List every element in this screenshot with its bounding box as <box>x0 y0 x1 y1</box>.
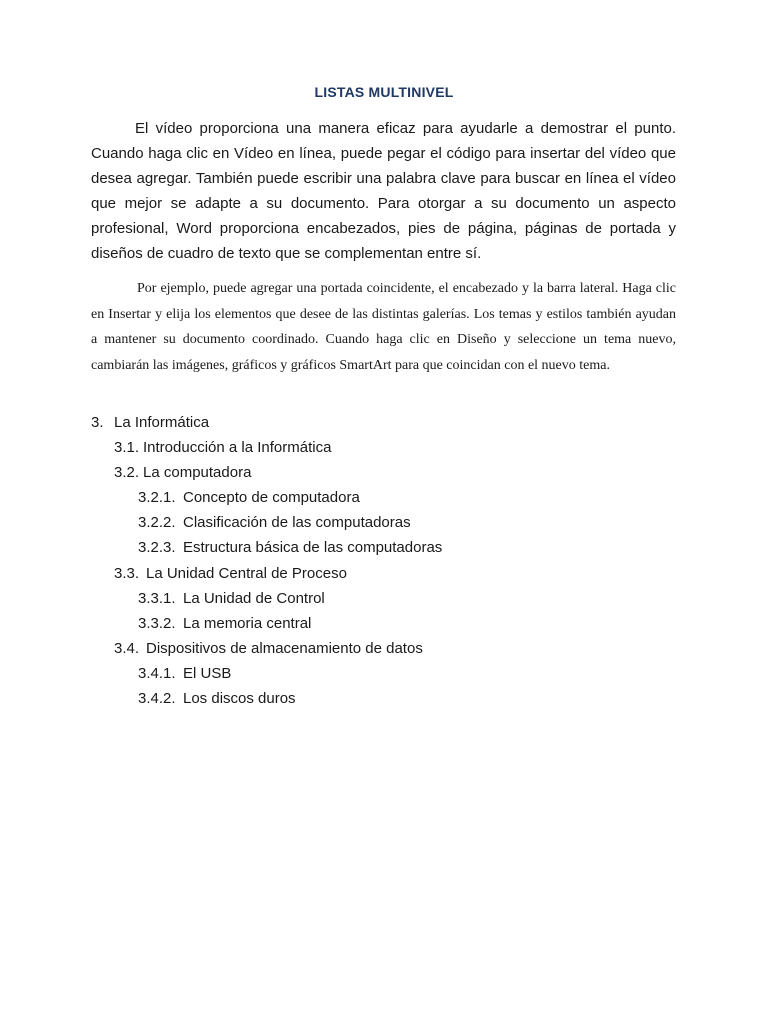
list-item-level-3 <box>138 537 442 559</box>
list-number: 3.1. <box>114 439 140 456</box>
list-text: Los discos duros <box>183 690 296 707</box>
list-text: La Unidad de Control <box>183 590 325 607</box>
body-paragraph-video: El vídeo proporciona una manera eficaz para ayudarle a demostrar el punto. Cuando haga clic en Vídeo en línea, puede pegar el código para insertar del vídeo que desea agregar. También puede escribir una palabra clave para buscar en línea el vídeo que mejor se adapte a su documento. Para otorgar a su documento un aspecto profesional, Word proporciona encabezados, pies de página, páginas de portada y diseños de cuadro de texto que se complementan entre sí. <box>91 120 676 262</box>
list-item-level-3 <box>138 613 311 635</box>
list-number: 3.2.3. <box>138 539 176 556</box>
list-item-level-2 <box>114 563 347 585</box>
list-item-level-1 <box>91 412 209 434</box>
list-text: La memoria central <box>183 615 312 632</box>
list-number: 3.2. <box>114 464 140 481</box>
list-item-level-2 <box>114 462 251 484</box>
list-number: 3.4. <box>114 640 140 657</box>
list-item-level-3 <box>138 512 411 534</box>
list-text: Clasificación de las computadoras <box>183 514 411 531</box>
list-number: 3.3.1. <box>138 590 176 607</box>
list-text: La Informática <box>114 414 210 431</box>
list-text: Estructura básica de las computadoras <box>183 539 443 556</box>
body-paragraph-cover: Por ejemplo, puede agregar una portada coincidente, el encabezado y la barra lateral. Haga clic en Insertar y elija los elementos que desee de las distintas galerías. Los temas y estilos también ayudan a mantener su documento coordinado. Cuando haga clic en Diseño y seleccione un tema nuevo, cambiarán las imágenes, gráficos y gráficos SmartArt para que coincidan con el nuevo tema. <box>91 281 676 373</box>
list-item-level-3 <box>138 588 325 610</box>
list-number: 3.2.2. <box>138 514 176 531</box>
list-number: 3.3. <box>114 565 140 582</box>
list-item-level-2 <box>114 638 423 660</box>
list-item-level-2 <box>114 437 331 459</box>
list-item-level-3 <box>138 487 360 509</box>
list-item-level-3 <box>138 663 231 685</box>
list-item-level-3 <box>138 688 296 710</box>
list-text: El USB <box>183 665 232 682</box>
list-text: Concepto de computadora <box>183 489 360 506</box>
list-text: Dispositivos de almacenamiento de datos <box>146 640 423 657</box>
list-number: 3.4.1. <box>138 665 176 682</box>
list-text: Introducción a la Informática <box>143 439 332 456</box>
list-text: La Unidad Central de Proceso <box>146 565 347 582</box>
list-text: La computadora <box>143 464 252 481</box>
list-number: 3. <box>91 414 104 431</box>
list-number: 3.3.2. <box>138 615 176 632</box>
list-number: 3.4.2. <box>138 690 176 707</box>
list-number: 3.2.1. <box>138 489 176 506</box>
document-title: LISTAS MULTINIVEL <box>314 84 454 100</box>
